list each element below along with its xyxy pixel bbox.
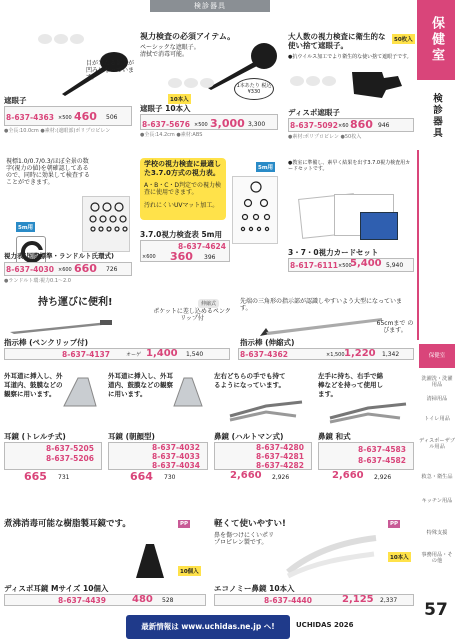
nasal-japanese-title: 左手に持ち、右手で綿棒などを持って使用します。 xyxy=(318,372,383,398)
occluder10-unit: ×500 xyxy=(194,122,208,128)
vision-chart-unit: ×600 xyxy=(58,267,72,273)
vision-chart-spec: ●ランドルト環:視力0.1〜2.0 xyxy=(4,278,71,284)
occluder-price: 460 xyxy=(74,110,97,123)
occluder10-code: 8-637-5676 xyxy=(142,120,190,129)
otoscope-funnel-code-3: 8-637-4034 xyxy=(152,461,200,470)
disp-occluder-price-taxin: 946 xyxy=(378,122,390,129)
pen-pointer-price-taxin: 1,540 xyxy=(186,351,204,358)
product-card-nasal-japanese xyxy=(316,370,416,495)
occluder10-price: 3,000 xyxy=(210,117,245,130)
nasal-japanese-price-taxin: 2,926 xyxy=(374,474,392,481)
disp-occluder-image xyxy=(342,64,412,104)
370-cards-price: 5,400 xyxy=(350,258,382,269)
370-chart-image xyxy=(232,176,278,244)
nasal-hartmann-price: 2,660 xyxy=(230,470,262,481)
product-card-370-cards xyxy=(286,156,416,291)
nasal-japanese-price: 2,660 xyxy=(332,470,364,481)
footer xyxy=(0,615,455,644)
footer-banner[interactable] xyxy=(126,615,290,639)
pen-pointer-name: 指示棒 (ペンクリップ付) xyxy=(4,338,89,347)
disp-occluder-name: ディスポ遮眼子 xyxy=(288,108,340,117)
370-chart-price: 360 xyxy=(170,250,193,263)
side-item-toilet[interactable]: トイレ用品 xyxy=(424,416,450,422)
product-card-370-chart xyxy=(138,156,283,291)
vision-chart-name: 視力表(国際標準・ランドルト氏環式) xyxy=(4,252,114,260)
product-card-eye-occluder xyxy=(2,14,135,138)
telescopic-note: 65cmまで のびます。 xyxy=(376,320,414,334)
occluder10-name: 遮眼子 10本入 xyxy=(140,104,191,113)
economy-nasal-name: エコノミー鼻鏡 10本入 xyxy=(214,584,295,593)
otoscope-funnel-price: 664 xyxy=(130,470,153,483)
page-number: 57 xyxy=(424,600,448,620)
footer-brand: UCHIDAS 2026 xyxy=(296,621,354,629)
370-chart-name: 3.7.0視力検査表 5m用 xyxy=(140,230,222,239)
economy-nasal-tag: PP xyxy=(390,521,399,527)
otoscope-funnel-title: 外耳道に挿入し、外耳道内、鼓膜などの観察に用います。 xyxy=(108,372,173,398)
disp-occluder-price: 860 xyxy=(350,118,373,131)
economy-nasal-badge: 10本入 xyxy=(388,552,411,562)
disp-otoscope-name: ディスポ耳鏡 Mサイズ 10個入 xyxy=(4,584,109,593)
nasal-hartmann-code-3: 8-637-4282 xyxy=(256,461,304,470)
nasal-japanese-image xyxy=(326,396,410,426)
alcohol-usage-icons xyxy=(38,34,88,46)
disp-otoscope-code: 8-637-4439 xyxy=(58,596,106,605)
product-card-otoscope-funnel xyxy=(106,370,210,495)
economy-nasal-price-taxin: 2,337 xyxy=(380,597,398,604)
disp-occluder-count: 50枚入 xyxy=(392,34,415,44)
370-chart-badge: 5m用 xyxy=(256,162,275,172)
side-item-kitchen[interactable]: キッチン用品 xyxy=(421,498,453,504)
disp-occluder-unit: ×60 xyxy=(338,123,349,129)
occluder10-badge: 10本入 xyxy=(168,94,191,104)
telescopic-code: 8-637-4362 xyxy=(240,350,288,359)
economy-nasal-title: 軽くて使いやすい! xyxy=(214,519,286,529)
nasal-hartmann-price-taxin: 2,926 xyxy=(272,474,290,481)
disp-otoscope-price-taxin: 528 xyxy=(162,597,174,604)
disp-occluder-alc-icons xyxy=(290,76,340,88)
product-card-occluder-10 xyxy=(138,14,281,138)
otoscope-trelch-title: 外耳道に挿入し、外耳道内、鼓膜などの観察に用います。 xyxy=(4,372,63,398)
370-cards-desc: ●教室に準備し、素早く結果を出す3.7.0視力検査用カードセットです。 xyxy=(288,160,411,172)
vision-chart-badge: 5m用 xyxy=(16,222,35,232)
product-card-pen-pointer xyxy=(2,308,234,360)
side-highlight[interactable]: 保健室 xyxy=(419,344,455,368)
occluder10-desc: ペーシックな遮眼子。清拭で消毒可能。 xyxy=(140,44,200,58)
nasal-japanese-code-1: 8-637-4583 xyxy=(358,445,406,454)
occluder10-price-taxin: 3,300 xyxy=(248,121,266,128)
side-item-office[interactable]: 事務用品・その他 xyxy=(421,552,453,564)
vision-chart-image xyxy=(82,196,130,252)
nasal-japanese-name: 鼻鏡 和式 xyxy=(318,432,351,441)
footer-site[interactable]: 最新情報は www.uchidas.ne.jp へ! xyxy=(141,622,275,631)
pen-pointer-image xyxy=(8,316,118,336)
disp-occluder-desc: ●抗ウイルス加工でより衛生的な使い捨て遮眼子です。 xyxy=(288,54,412,60)
otoscope-trelch-image xyxy=(58,372,102,412)
370-chart-feature-1: A・B・C・D判定での視力検査に使用できます。 xyxy=(144,182,222,196)
product-card-economy-nasal xyxy=(212,518,416,610)
side-item-firstaid[interactable]: 救急・衛生品 xyxy=(421,474,453,480)
370-chart-unit: ×600 xyxy=(142,254,156,260)
otoscope-funnel-code-2: 8-637-4033 xyxy=(152,452,200,461)
nasal-hartmann-code-1: 8-637-4280 xyxy=(256,443,304,452)
occluder-name: 遮眼子 xyxy=(4,96,27,105)
side-index xyxy=(417,0,455,644)
370-cards-unit: ×500 xyxy=(338,263,352,269)
nasal-japanese-code-2: 8-637-4582 xyxy=(358,456,406,465)
occluder-code: 8-637-4363 xyxy=(6,113,54,122)
telescopic-image xyxy=(256,312,386,340)
economy-nasal-code: 8-637-4440 xyxy=(264,596,312,605)
side-item-cleaning[interactable]: 清掃用品 xyxy=(426,396,448,402)
nasal-hartmann-code-2: 8-637-4281 xyxy=(256,452,304,461)
nasal-hartmann-name: 鼻鏡 (ハルトマン式) xyxy=(214,432,284,441)
disp-otoscope-badge: 10個入 xyxy=(178,566,201,576)
telescopic-price: 1,220 xyxy=(344,348,376,359)
side-item-disposable[interactable]: ディスポーザブル用品 xyxy=(419,438,455,450)
otoscope-trelch-code-2: 8-637-5206 xyxy=(46,454,94,463)
otoscope-funnel-image xyxy=(166,372,208,412)
occluder10-spec: ●全長:14.2cm ●素材:ABS xyxy=(140,132,203,138)
otoscope-funnel-name: 耳鏡 (朝顔型) xyxy=(108,432,155,441)
disp-occluder-spec: ●素材:ポリプロピレン ●50枚入 xyxy=(288,134,362,140)
telescopic-name: 指示棒 (伸縮式) xyxy=(240,338,295,347)
otoscope-trelch-code-1: 8-637-5205 xyxy=(46,444,94,453)
370-chart-title: 学校の視力検査に最適した3.7.0方式の視力表。 xyxy=(144,160,221,177)
vision-chart-price: 660 xyxy=(74,262,97,275)
side-category[interactable]: 保健室 xyxy=(417,0,455,80)
disp-otoscope-title: 煮沸消毒可能な樹脂製耳鏡です。 xyxy=(4,519,131,529)
economy-nasal-desc: 鼻を傷つけにくいポリプロピレン製です。 xyxy=(214,532,275,546)
pen-pointer-unit: オーゲ xyxy=(126,352,142,358)
occluder-price-taxin: 506 xyxy=(106,114,118,121)
vision-chart-desc: 視標1.0/0.7/0.3/ほぼ全景の数字(視力の値)を朝確認してあるので、同時に効果して検査することができます。 xyxy=(6,158,90,186)
disp-otoscope-price: 480 xyxy=(132,594,153,605)
product-card-disposable-otoscope xyxy=(2,518,208,610)
side-subcategory: 検診器具 xyxy=(431,93,442,139)
otoscope-funnel-price-taxin: 730 xyxy=(164,474,176,481)
disp-otoscope-image xyxy=(128,538,172,582)
product-card-vision-chart xyxy=(2,156,135,291)
370-cards-code: 8-617-6111 xyxy=(290,261,338,270)
370-cards-price-taxin: 5,940 xyxy=(386,262,404,269)
disp-occluder-code: 8-637-5092 xyxy=(290,121,338,130)
pen-pointer-note: ポケットに差し込めるペンクリップ付 xyxy=(153,308,231,322)
economy-nasal-price: 2,125 xyxy=(342,594,374,605)
otoscope-funnel-code-1: 8-637-4032 xyxy=(152,443,200,452)
370-chart-price-taxin: 396 xyxy=(204,254,216,261)
disp-otoscope-tag: PP xyxy=(180,521,189,527)
370-cards-image xyxy=(300,190,400,242)
370-chart-feature-2: 汚れにくいUVマット加工。 xyxy=(144,202,219,209)
occluder10-alc-icons xyxy=(168,78,218,90)
section-title: 検診器具 xyxy=(150,0,270,12)
product-card-otoscope-trelch xyxy=(2,370,104,495)
370-cards-name: 3・7・0視力カードセット xyxy=(288,248,379,257)
occluder10-badge-price: 1本あたり 税込¥330 xyxy=(234,78,274,100)
occluder-unit: ×500 xyxy=(58,115,72,121)
occluder-note: 目が当たる部分が凹みになっています。 xyxy=(86,60,135,81)
product-card-nasal-hartmann xyxy=(212,370,314,495)
370-chart-code: 8-637-4624 xyxy=(178,242,226,251)
occluder10-title: 視力検査の必須アイテム。 xyxy=(140,32,236,41)
telescopic-unit: ×1,500 xyxy=(326,352,345,358)
section-header xyxy=(0,0,417,12)
side-pink-line xyxy=(417,150,419,340)
economy-nasal-image xyxy=(282,532,382,582)
nasal-hartmann-image xyxy=(226,396,306,426)
disp-occluder-title: 大人数の視力検査に衛生的な使い捨て遮眼子。 xyxy=(288,32,386,50)
pointer-banner-title: 持ち運びに便利! xyxy=(38,297,113,308)
side-item-special[interactable]: 特殊支援 xyxy=(426,530,448,536)
otoscope-trelch-name: 耳鏡 (トレルチ式) xyxy=(4,432,66,441)
pointer-banner-tag: 伸縮式 xyxy=(198,299,219,308)
pen-pointer-price: 1,400 xyxy=(146,348,178,359)
pen-pointer-code: 8-637-4137 xyxy=(62,350,110,359)
vision-chart-code: 8-637-4030 xyxy=(6,265,54,274)
vision-chart-price-taxin: 726 xyxy=(106,266,118,273)
product-card-disposable-occluder xyxy=(286,14,416,138)
otoscope-trelch-price: 665 xyxy=(24,470,47,483)
nasal-hartmann-title: 左右どちらの手でも持てるようになっています。 xyxy=(214,372,286,389)
otoscope-trelch-price-taxin: 731 xyxy=(58,474,70,481)
occluder-spec: ●全長:10.0cm ●素材:(遮眼部)ポリプロピレン xyxy=(4,128,111,134)
side-item-laundry[interactable]: 洗濯洗・洗濯用品 xyxy=(421,376,453,388)
telescopic-price-taxin: 1,342 xyxy=(382,351,400,358)
product-card-telescopic-pointer xyxy=(236,296,416,360)
telescopic-desc: 先端の三角形の指示部が認識しやすいよう大型になっています。 xyxy=(240,298,403,312)
